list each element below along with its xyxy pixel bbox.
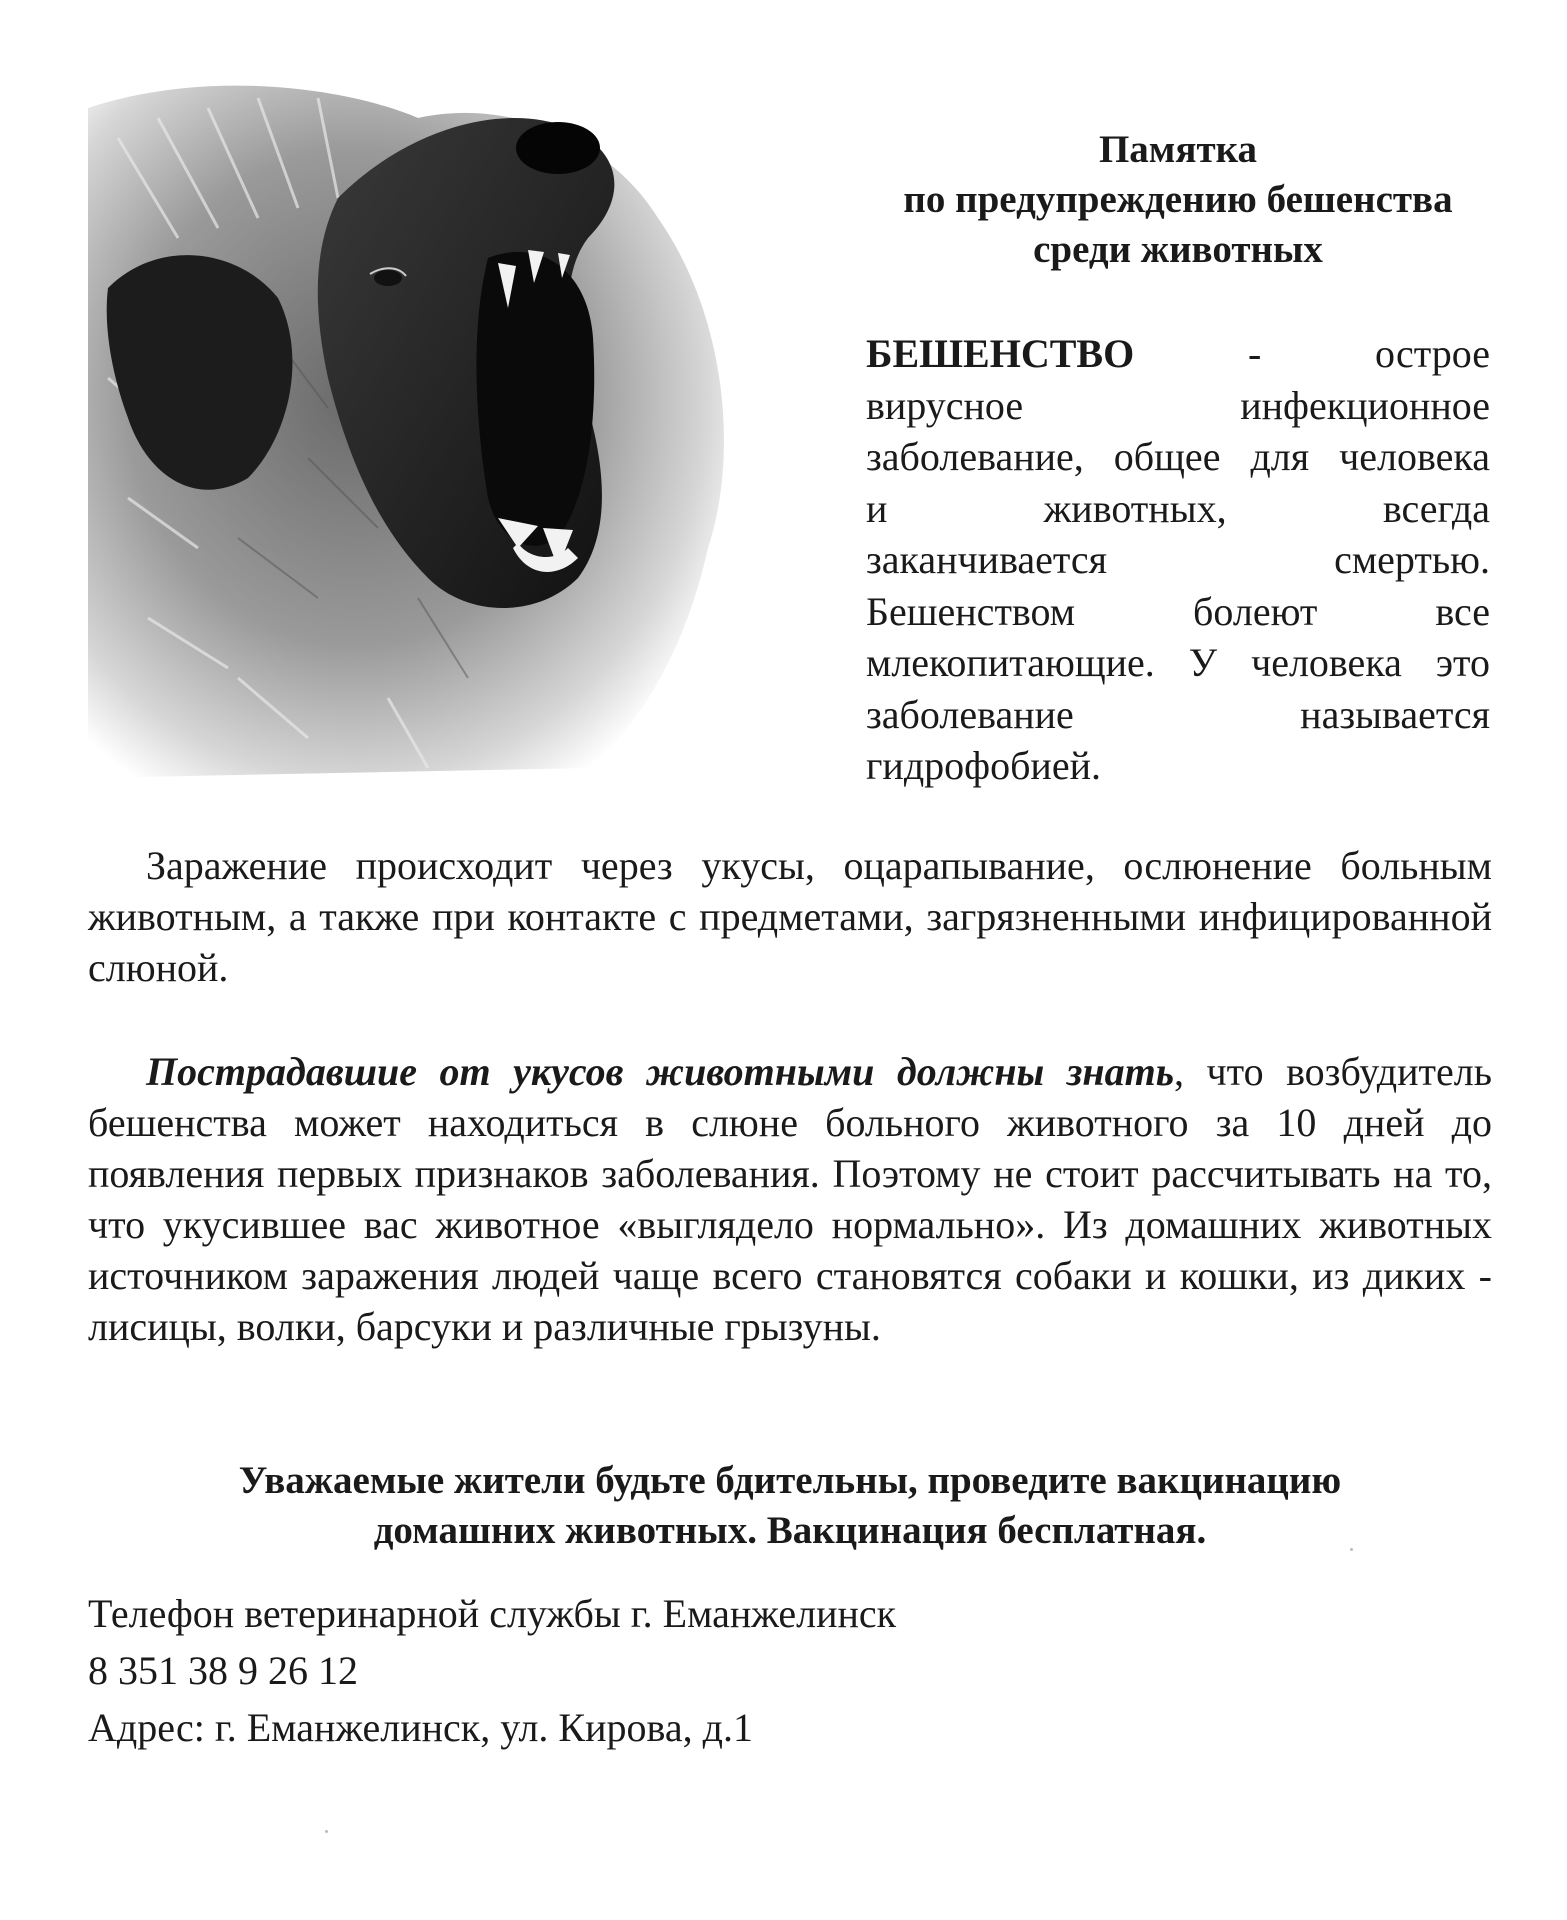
definition-line: заболевание называется <box>866 691 1490 737</box>
definition-line: - острое <box>1247 331 1491 376</box>
vaccination-appeal <box>88 1456 1492 1556</box>
definition-line: гидрофобией. <box>866 743 1101 788</box>
bite-victims-paragraph <box>88 1046 1492 1352</box>
definition-line: и животных, всегда <box>866 485 1490 531</box>
title-line: по предупреждению бешенства <box>903 178 1453 221</box>
bite-victims-text: , что возбудитель бешенства может находиться в слюне больного животного за 10 дней до появления первых признаков заболевания. Поэтому не стоит рассчитывать на то, что укусившее вас животное «выглядело нормально». Из домашних животных источником заражения людей чаще всего становятся собаки и кошки, из диких - лисицы, волки, барсуки и различные грызуны. <box>88 1049 1492 1349</box>
phone-label: Телефон ветеринарной службы г. Еманжелинск <box>88 1591 897 1636</box>
scan-speck <box>325 1830 328 1833</box>
address: Адрес: г. Еманжелинск, ул. Кирова, д.1 <box>88 1705 753 1750</box>
definition-line: заканчивается смертью. <box>866 537 1490 582</box>
infection-text: Заражение происходит через укусы, оцарапывание, ослюнение больным животным, а также при контакте с предметами, загрязненными инфицированной слюной. <box>88 843 1492 990</box>
definition-line: Бешенством болеют все <box>866 588 1490 634</box>
definition-line: млекопитающие. У человека это <box>866 640 1490 685</box>
definition-line: заболевание, общее для человека <box>866 434 1490 479</box>
title-line: Памятка <box>1098 128 1258 171</box>
scan-speck <box>1350 1548 1353 1551</box>
rabies-definition <box>866 328 1490 792</box>
phone-number: 8 351 38 9 26 12 <box>88 1648 358 1693</box>
infection-paragraph <box>88 840 1492 993</box>
leaflet-title <box>848 125 1508 275</box>
vet-contacts <box>88 1585 1188 1756</box>
definition-term: БЕШЕНСТВО <box>866 331 1135 376</box>
appeal-line: Уважаемые жители будьте бдительны, проведите вакцинацию <box>238 1459 1342 1502</box>
title-line: среди животных <box>1033 228 1323 271</box>
dog-illustration <box>88 78 768 778</box>
definition-line: вирусное инфекционное <box>866 382 1490 428</box>
appeal-line: домашних животных. Вакцинация бесплатная. <box>373 1509 1207 1552</box>
bite-victims-emphasis: Пострадавшие от укусов животными должны знать <box>146 1049 1175 1094</box>
